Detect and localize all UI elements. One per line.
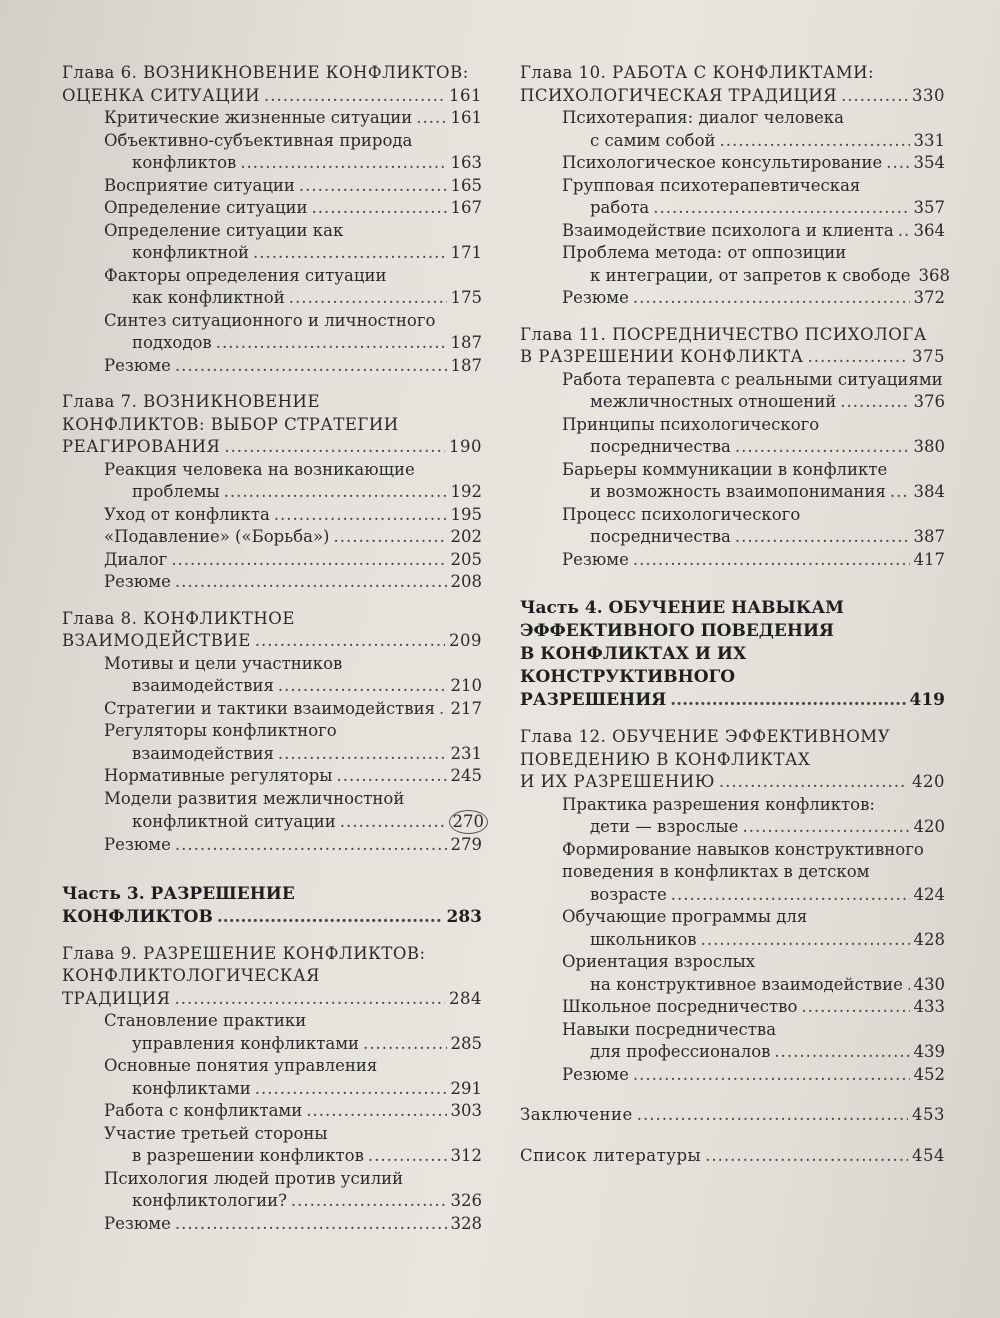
toc-entry-title: управления конфликтами (132, 1033, 360, 1053)
toc-entry-title: Резюме (562, 1064, 629, 1084)
page-number: 428 (913, 929, 945, 949)
leader-dots (175, 988, 445, 1011)
page-number: 161 (449, 85, 482, 105)
toc-entry-line: Основные понятия управления (104, 1056, 378, 1075)
toc-sub-entry (62, 1123, 482, 1168)
toc-entry-title: конфликтами (132, 1078, 251, 1098)
toc-chapter-entry (62, 608, 482, 653)
toc-sub-entry (62, 459, 482, 504)
page-number: 420 (912, 772, 945, 791)
leader-dots (274, 504, 447, 527)
toc-sub-entry (62, 653, 482, 698)
page-number: 190 (449, 437, 482, 456)
page-number: 210 (450, 676, 482, 695)
toc-sub-entry (520, 951, 945, 996)
toc-entry-line: Практика разрешения конфликтов: (562, 794, 875, 814)
page-number: 312 (450, 1146, 482, 1165)
page-number: 380 (913, 437, 945, 456)
page-number: 417 (913, 549, 945, 569)
leader-dots (701, 929, 910, 952)
toc-sub-entry (520, 369, 945, 414)
toc-entry-title: Резюме (104, 355, 171, 375)
leader-dots (312, 197, 447, 220)
toc-entry-title: работа (590, 198, 650, 217)
toc-entry-title: и возможность взаимопонимания (590, 482, 886, 501)
toc-entry-title: посредничества (590, 437, 731, 456)
leader-dots (840, 391, 909, 414)
leader-dots (886, 152, 909, 175)
toc-chapter-entry (520, 1145, 945, 1168)
toc-sub-entry (62, 130, 482, 175)
toc-entry-line: Факторы определения ситуации (104, 265, 387, 285)
leader-dots (898, 220, 910, 243)
toc-entry-title: Резюме (104, 1213, 171, 1233)
toc-sub-entry (62, 720, 482, 765)
toc-sub-entry (62, 175, 482, 198)
toc-entry-line: Синтез ситуационного и личностного (104, 310, 436, 330)
leader-dots (841, 85, 908, 108)
leader-dots (439, 698, 446, 721)
toc-entry-title: И ИХ РАЗРЕШЕНИЮ (520, 772, 715, 791)
leader-dots (334, 526, 447, 549)
leader-dots (240, 152, 446, 175)
leader-dots (278, 743, 447, 766)
toc-entry-title: проблемы (132, 482, 220, 501)
toc-entry-title: конфликтов (132, 153, 237, 172)
toc-entry-line: Работа терапевта с реальными ситуациями (562, 369, 943, 389)
page-number: 419 (909, 690, 945, 710)
page-number: 167 (450, 198, 482, 217)
toc-entry-title: как конфликтной (132, 288, 285, 307)
page-number: 279 (450, 835, 482, 854)
page-number: 231 (450, 743, 482, 763)
toc-entry-line: Реакция человека на возникающие (104, 459, 415, 479)
page-number: 328 (450, 1213, 482, 1233)
toc-entry-title: взаимодействия (132, 743, 274, 763)
toc-chapter-entry (520, 324, 945, 369)
leader-dots (340, 811, 445, 834)
page-number: 217 (450, 698, 482, 718)
toc-entry-line: В КОНФЛИКТАХ И ИХ (520, 644, 747, 664)
toc-sub-entry (520, 549, 945, 572)
toc-entry-line: ПОВЕДЕНИЮ В КОНФЛИКТАХ (520, 749, 811, 769)
toc-entry-title: Школьное посредничество (562, 997, 798, 1016)
page-number: 270 (449, 810, 489, 834)
toc-entry-title: школьников (590, 929, 697, 949)
page-number: 454 (912, 1145, 945, 1165)
toc-sub-entry (520, 459, 945, 504)
leader-dots (653, 197, 909, 220)
toc-sub-entry (520, 414, 945, 459)
toc-entry-title: Стратегии и тактики взаимодействия (104, 698, 436, 718)
toc-entry-line: Становление практики (104, 1011, 307, 1030)
toc-entry-title: Работа с конфликтами (104, 1101, 303, 1120)
leader-dots (224, 436, 445, 459)
toc-entry-title: межличностных отношений (590, 392, 837, 411)
toc-entry-title: Резюме (562, 549, 629, 569)
leader-dots (637, 1104, 908, 1127)
toc-entry-title: Резюме (104, 572, 171, 591)
leader-dots (289, 287, 447, 310)
toc-entry-title: Восприятие ситуации (104, 175, 295, 195)
leader-dots (171, 549, 446, 572)
toc-entry-line: КОНФЛИКТОВ: ВЫБОР СТРАТЕГИИ (62, 414, 399, 434)
toc-entry-title: РАЗРЕШЕНИЯ (520, 690, 667, 710)
toc-sub-entry (62, 1213, 482, 1236)
leader-dots (633, 1064, 910, 1087)
leader-dots (742, 816, 909, 839)
page-number: 354 (913, 153, 945, 172)
toc-entry-line: ЭФФЕКТИВНОГО ПОВЕДЕНИЯ (520, 621, 834, 641)
toc-entry-line: Барьеры коммуникации в конфликте (562, 459, 888, 479)
toc-entry-title: Критические жизненные ситуации (104, 108, 413, 127)
toc-chapter-entry (62, 62, 482, 107)
toc-sub-entry (520, 504, 945, 549)
page-number: 357 (913, 198, 945, 217)
page-number: 430 (913, 974, 945, 994)
toc-entry-title: Психологическое консультирование (562, 153, 883, 172)
toc-entry-title: Нормативные регуляторы (104, 766, 333, 785)
page-number: 283 (446, 906, 482, 927)
toc-entry-line: Обучающие программы для (562, 907, 808, 926)
page-number: 192 (450, 482, 482, 501)
toc-sub-entry (62, 549, 482, 572)
page-number: 376 (913, 392, 945, 411)
page-number: 187 (450, 333, 482, 352)
leader-dots (255, 630, 445, 653)
toc-sub-entry (520, 906, 945, 951)
leader-dots (255, 1078, 447, 1101)
toc-sub-entry (62, 834, 482, 857)
toc-entry-title: Определение ситуации (104, 198, 308, 217)
toc-entry-title: ТРАДИЦИЯ (62, 988, 171, 1008)
toc-entry-line: Процесс психологического (562, 504, 801, 524)
toc-sub-entry (62, 1168, 482, 1213)
toc-sub-entry (62, 1055, 482, 1100)
leader-dots (671, 884, 910, 907)
toc-entry-line: Мотивы и цели участников (104, 653, 343, 673)
page-number: 424 (913, 884, 945, 904)
leader-dots (264, 85, 445, 108)
toc-sub-entry (62, 107, 482, 130)
toc-entry-line: Участие третьей стороны (104, 1123, 328, 1143)
toc-sub-entry (520, 287, 945, 310)
toc-entry-title: на конструктивное взаимодействие (590, 974, 903, 994)
toc-entry-line: Психология людей против усилий (104, 1168, 404, 1188)
toc-entry-title: дети — взрослые (590, 817, 739, 836)
toc-left-column (62, 62, 482, 1235)
page-number: 303 (450, 1101, 482, 1120)
page-number: 453 (912, 1105, 945, 1124)
page-number: 175 (450, 288, 482, 307)
toc-sub-entry (520, 107, 945, 152)
toc-chapter-entry (520, 726, 945, 794)
toc-sub-entry (62, 698, 482, 721)
page-number: 439 (913, 1042, 945, 1061)
toc-chapter-entry (520, 1104, 945, 1127)
page-number: 372 (913, 288, 945, 307)
page-number: 209 (449, 631, 482, 650)
page-number: 326 (450, 1191, 482, 1210)
page-number: 452 (913, 1064, 945, 1084)
leader-dots (336, 765, 446, 788)
toc-sub-entry (520, 996, 945, 1019)
page-number: 331 (913, 130, 945, 150)
page-number: 284 (449, 988, 482, 1008)
toc-entry-line: Групповая психотерапевтическая (562, 175, 861, 195)
leader-dots (217, 906, 443, 929)
leader-dots (719, 771, 908, 794)
toc-sub-entry (62, 788, 482, 835)
leader-dots (291, 1190, 447, 1213)
leader-dots (363, 1033, 446, 1056)
toc-entry-line: поведения в конфликтах в детском (562, 862, 870, 881)
toc-sub-entry (62, 765, 482, 788)
leader-dots (175, 355, 447, 378)
toc-entry-line: КОНСТРУКТИВНОГО (520, 667, 736, 687)
leader-dots (774, 1041, 909, 1064)
toc-sub-entry (62, 1100, 482, 1123)
leader-dots (633, 287, 910, 310)
toc-entry-title: к интеграции, от запретов к свободе (590, 265, 911, 285)
toc-entry-line: Психотерапия: диалог человека (562, 108, 844, 127)
page-number: 364 (913, 220, 945, 240)
toc-sub-entry (520, 794, 945, 839)
leader-dots (907, 974, 910, 997)
leader-dots (416, 107, 446, 130)
toc-entry-title: РЕАГИРОВАНИЯ (62, 437, 221, 456)
leader-dots (633, 549, 910, 572)
toc-entry-title: в разрешении конфликтов (132, 1146, 364, 1165)
leader-dots (720, 130, 910, 153)
page-number: 330 (912, 85, 945, 105)
page-number: 195 (450, 504, 482, 524)
toc-entry-line: Ориентация взрослых (562, 952, 756, 971)
leader-dots (299, 175, 447, 198)
toc-entry-line: Глава 8. КОНФЛИКТНОЕ (62, 608, 295, 628)
toc-entry-line: Глава 11. ПОСРЕДНИЧЕСТВО ПСИХОЛОГА (520, 324, 927, 344)
toc-entry-title: КОНФЛИКТОВ (62, 906, 213, 927)
toc-entry-line: Часть 4. ОБУЧЕНИЕ НАВЫКАМ (520, 598, 844, 618)
toc-entry-line: Глава 7. ВОЗНИКНОВЕНИЕ (62, 392, 320, 411)
toc-entry-title: ОЦЕНКА СИТУАЦИИ (62, 85, 260, 105)
toc-entry-line: КОНФЛИКТОЛОГИЧЕСКАЯ (62, 966, 320, 985)
toc-sub-entry (62, 265, 482, 310)
toc-entry-line: Принципы психологического (562, 414, 820, 434)
toc-entry-line: Глава 10. РАБОТА С КОНФЛИКТАМИ: (520, 63, 875, 82)
toc-sub-entry (520, 220, 945, 243)
toc-entry-title: взаимодействия (132, 676, 274, 695)
toc-entry-line: Навыки посредничества (562, 1019, 777, 1039)
leader-dots (278, 675, 447, 698)
toc-entry-line: Определение ситуации как (104, 220, 344, 240)
toc-part-entry (520, 597, 945, 712)
leader-dots (890, 481, 910, 504)
toc-part-entry (62, 883, 482, 929)
toc-sub-entry (62, 310, 482, 355)
toc-entry-title: Взаимодействие психолога и клиента (562, 220, 894, 240)
leader-dots (175, 834, 447, 857)
toc-sub-entry (62, 571, 482, 594)
page-number: 171 (450, 243, 482, 262)
page-number: 163 (450, 153, 482, 172)
toc-sub-entry (520, 175, 945, 220)
leader-dots (670, 689, 905, 712)
page-number: 420 (913, 817, 945, 836)
toc-chapter-entry (62, 943, 482, 1011)
toc-sub-entry (62, 1010, 482, 1055)
page-number: 205 (450, 549, 482, 569)
page-number: 245 (450, 766, 482, 785)
toc-entry-title: посредничества (590, 527, 731, 546)
toc-sub-entry (520, 1019, 945, 1064)
page-number: 187 (450, 355, 482, 375)
leader-dots (306, 1100, 446, 1123)
toc-entry-title: для профессионалов (590, 1042, 771, 1061)
toc-entry-title: конфликтной (132, 243, 250, 262)
leader-dots (253, 242, 446, 265)
toc-entry-title: Список литературы (520, 1145, 702, 1165)
toc-entry-line: Глава 9. РАЗРЕШЕНИЕ КОНФЛИКТОВ: (62, 943, 426, 963)
toc-sub-entry (520, 242, 950, 287)
toc-entry-title: возрасте (590, 884, 667, 904)
toc-sub-entry (520, 1064, 945, 1087)
toc-sub-entry (62, 355, 482, 378)
toc-sub-entry (62, 220, 482, 265)
page-number: 202 (450, 527, 482, 546)
toc-entry-title: конфликтной ситуации (132, 812, 336, 831)
toc-entry-title: Диалог (104, 549, 168, 569)
toc-entry-line: Глава 6. ВОЗНИКНОВЕНИЕ КОНФЛИКТОВ: (62, 63, 469, 82)
page-number: 165 (450, 175, 482, 195)
toc-chapter-entry (62, 391, 482, 459)
page-number: 291 (450, 1078, 482, 1098)
toc-entry-title: Заключение (520, 1105, 633, 1124)
toc-entry-line: Модели развития межличностной (104, 788, 405, 808)
toc-entry-title: «Подавление» («Борьба») (104, 527, 330, 546)
toc-sub-entry (520, 839, 945, 907)
leader-dots (801, 996, 909, 1019)
toc-entry-title: ПСИХОЛОГИЧЕСКАЯ ТРАДИЦИЯ (520, 85, 838, 105)
leader-dots (175, 571, 447, 594)
leader-dots (808, 346, 909, 369)
toc-entry-line: Объективно-субъективная природа (104, 130, 413, 150)
page-number: 387 (913, 527, 945, 546)
leader-dots (735, 436, 910, 459)
page-number: 208 (450, 572, 482, 591)
page-number: 384 (913, 482, 945, 501)
toc-entry-title: Резюме (104, 835, 171, 854)
toc-entry-title: ВЗАИМОДЕЙСТВИЕ (62, 631, 251, 650)
toc-sub-entry (62, 526, 482, 549)
leader-dots (705, 1145, 908, 1168)
toc-entry-title: подходов (132, 333, 212, 352)
toc-entry-title: Уход от конфликта (104, 504, 270, 524)
toc-entry-line: Проблема метода: от оппозиции (562, 243, 847, 262)
toc-entry-title: Резюме (562, 288, 629, 307)
page-number: 285 (450, 1033, 482, 1053)
page-number: 375 (912, 347, 945, 366)
toc-entry-title: с самим собой (590, 130, 716, 150)
leader-dots (224, 481, 447, 504)
toc-entry-title: конфликтологии? (132, 1191, 287, 1210)
toc-entry-line: Регуляторы конфликтного (104, 721, 337, 740)
toc-entry-line: Глава 12. ОБУЧЕНИЕ ЭФФЕКТИВНОМУ (520, 727, 891, 746)
leader-dots (368, 1145, 447, 1168)
toc-entry-line: Формирование навыков конструктивного (562, 839, 924, 859)
toc-sub-entry (520, 152, 945, 175)
page-number: 161 (450, 108, 482, 127)
page-number: 368 (918, 265, 950, 285)
leader-dots (216, 332, 447, 355)
toc-sub-entry (62, 504, 482, 527)
toc-right-column (520, 62, 950, 1167)
toc-entry-line: Часть 3. РАЗРЕШЕНИЕ (62, 883, 295, 904)
toc-sub-entry (62, 197, 482, 220)
toc-chapter-entry (520, 62, 945, 107)
leader-dots (175, 1213, 447, 1236)
leader-dots (735, 526, 910, 549)
page-number: 433 (913, 997, 945, 1016)
toc-entry-title: В РАЗРЕШЕНИИ КОНФЛИКТА (520, 347, 804, 366)
